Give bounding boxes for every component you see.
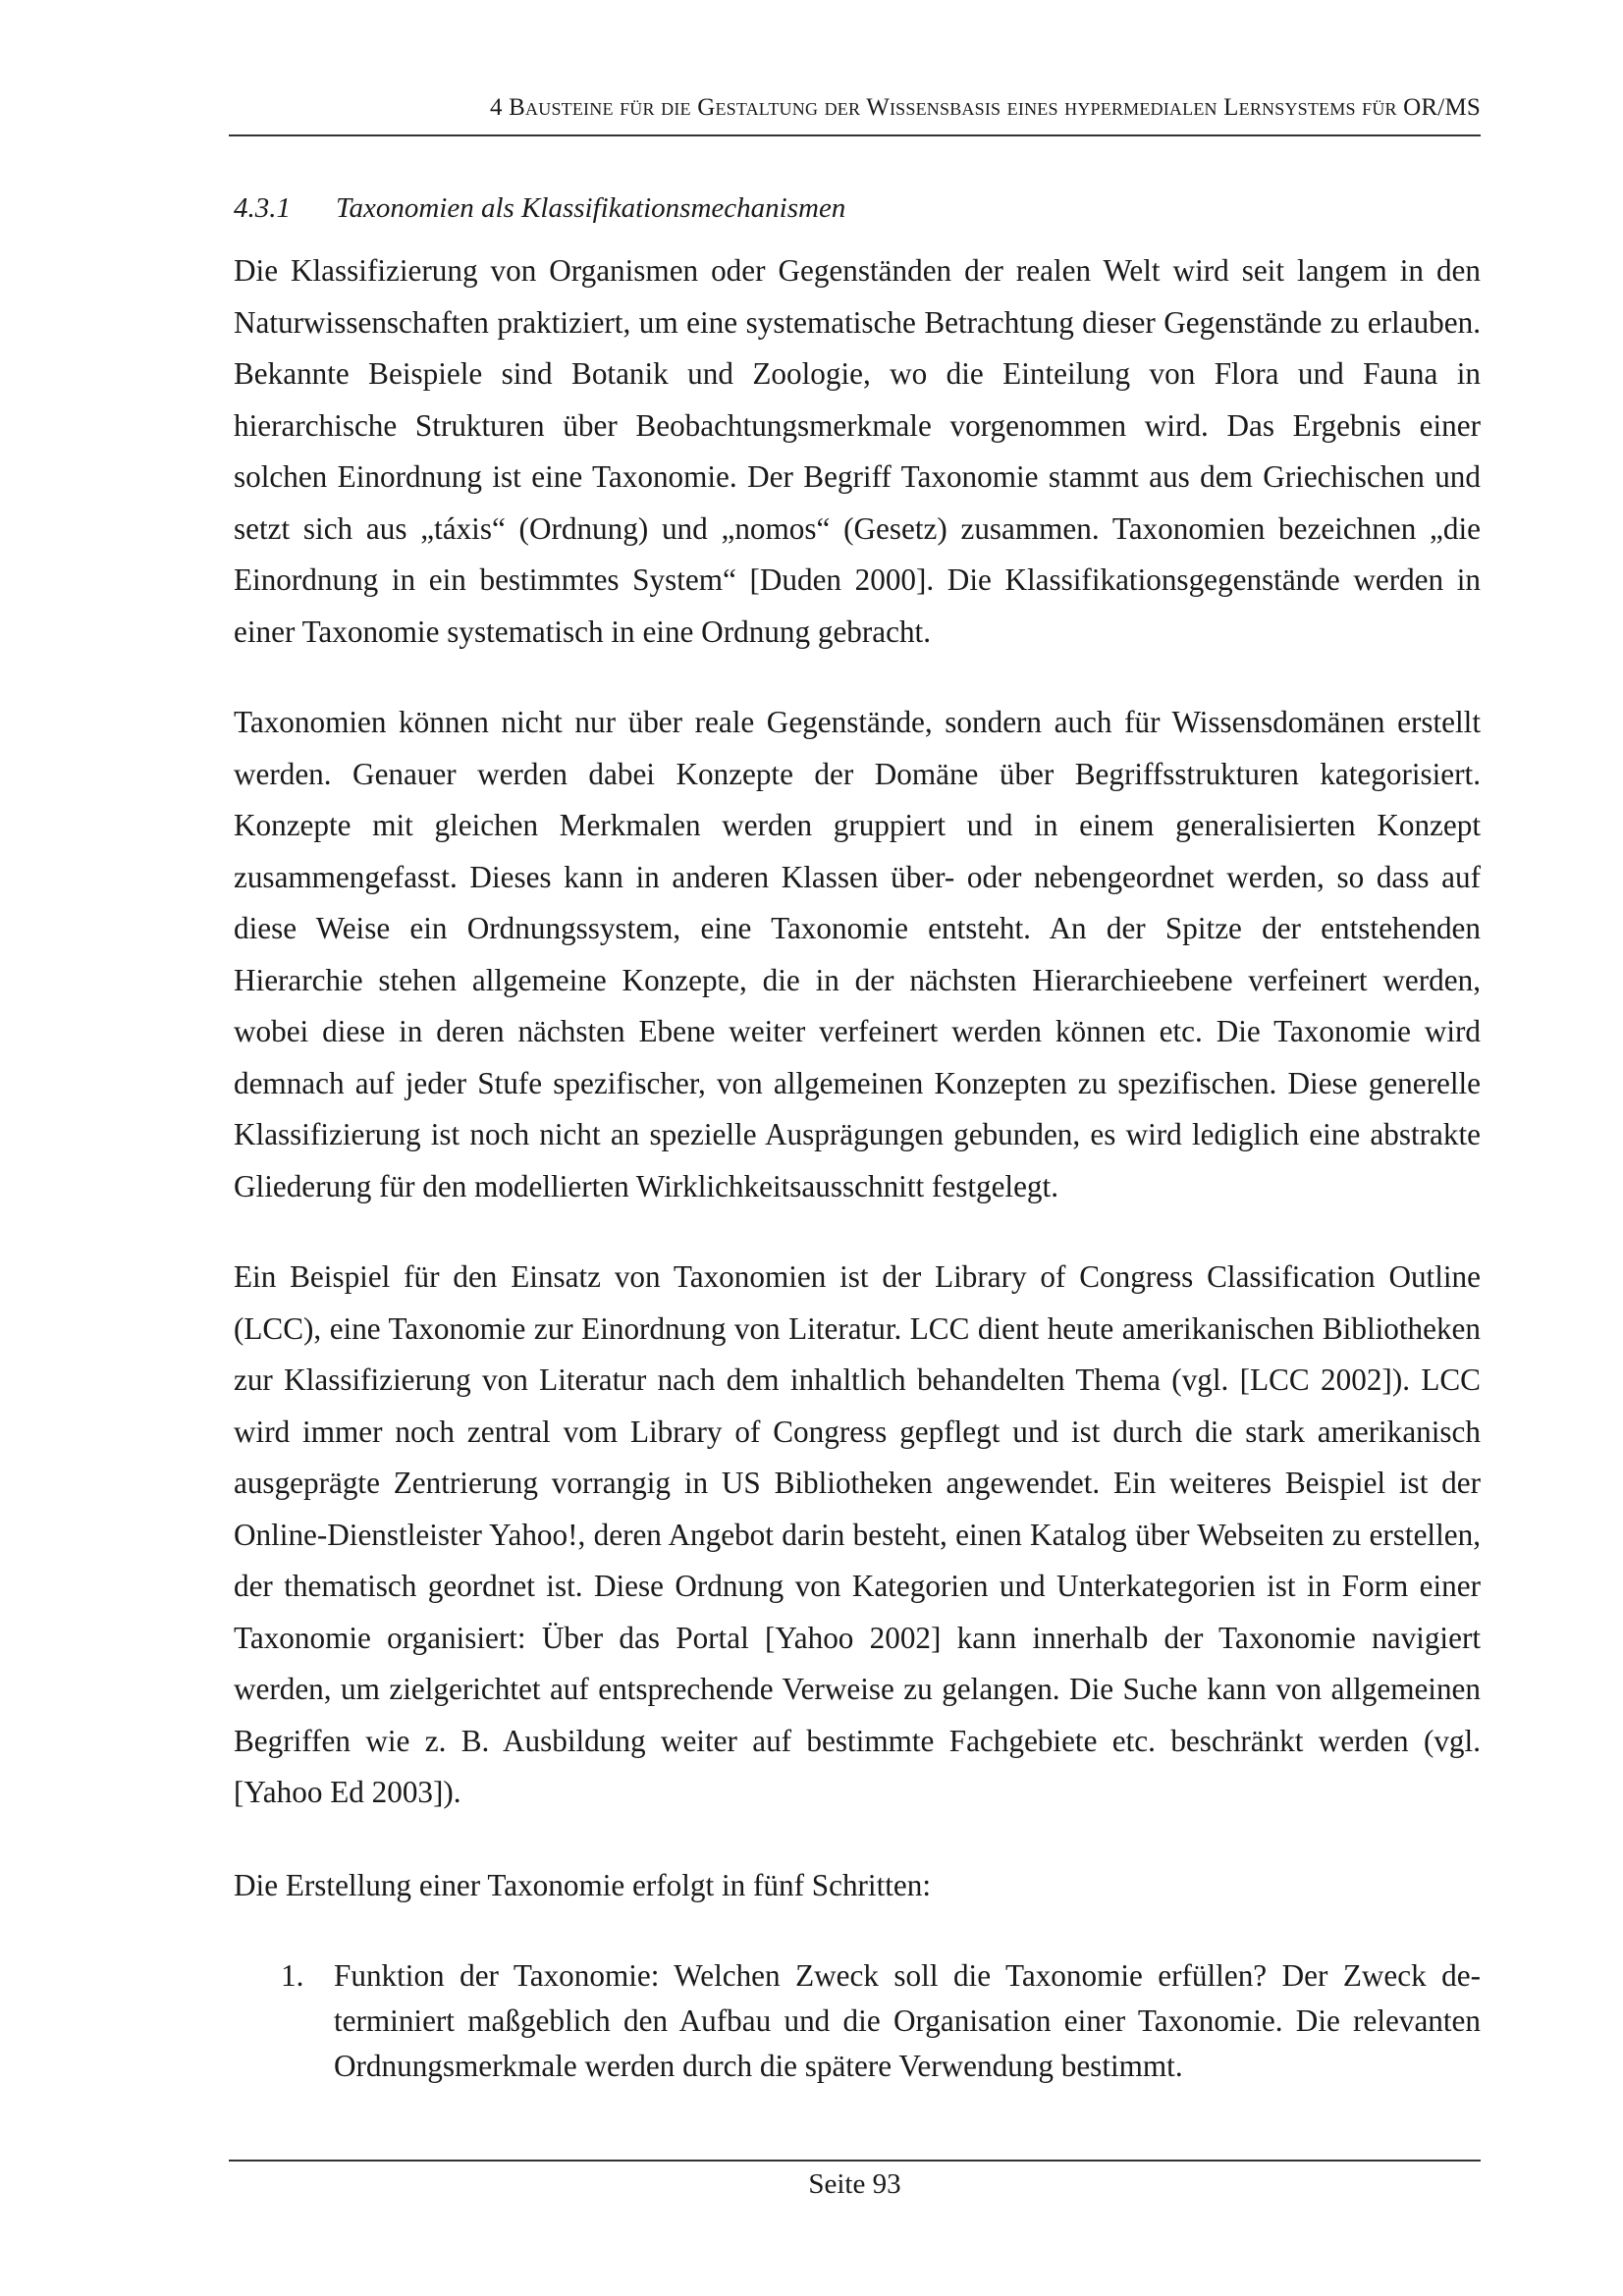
list-item-text: Funktion der Taxonomie: Welchen Zweck soll die Taxonomie erfüllen? Der Zweck determiniert maßgeblich den Aufbau und die Organisation einer Taxonomie. Die relevanten Ordnungsmerkmale werden durch die spätere Verwendung bestimmt. xyxy=(334,1958,1481,2083)
paragraph-knowledge-domains: Taxonomien können nicht nur über reale Gegenstände, sondern auch für Wissensdomänen erstellt werden. Genauer werden dabei Konzepte der Domäne über Begriffsstrukturen kategorisiert. Konzepte mit gleichen Merkmalen werden gruppiert und in einem generalisierten Konzept zusammengefasst. Dieses kann in anderen Klassen über- oder nebengeordnet werden, so dass auf diese Weise ein Ordnungssystem, eine Taxonomie entsteht. An der Spitze der entstehenden Hierarchie stehen allgemeine Konzepte, die in der nächsten Hierarchieebene verfeinert werden, wobei diese in deren nächsten Ebene weiter verfeinert werden können etc. Die Taxonomie wird demnach auf jeder Stufe spezifischer, von allgemeinen Konzepten zu spezifischen. Diese generelle Klassifizierung ist noch nicht an spezielle Ausprägungen gebunden, es wird lediglich eine abstrakte Gliederung für den modellierten Wirklichkeitsausschnitt festgelegt. xyxy=(234,705,1481,1203)
section-title: Taxonomien als Klassifikationsmechanismen xyxy=(336,192,846,224)
paragraph-classification-intro: Die Klassifizierung von Organismen oder Gegenständen der realen Welt wird seit langem in den Naturwissenschaften praktiziert, um eine systematische Betrachtung dieser Gegenstände zu erlauben. Bekannte Beispiele sind Botanik und Zoologie, wo die Einteilung von Flora und Fauna in hierarchische Strukturen über Beobachtungsmerkmale vorgenommen wird. Das Ergebnis einer solchen Einordnung ist eine Taxonomie. Der Begriff Taxonomie stammt aus dem Griechischen und setzt sich aus „táxis“ (Ordnung) und „nomos“ (Gesetz) zusammen. Taxonomien bezeichnen „die Einordnung in ein bestimmtes System“ [Duden 2000]. Die Klassifikationsgegenstände werden in einer Taxonomie systematisch in eine Ordnung gebracht. xyxy=(234,253,1481,649)
list-marker: 1. xyxy=(281,1958,304,1993)
section-heading xyxy=(234,192,845,225)
steps-list xyxy=(234,1953,1481,2089)
page-number: Seite 93 xyxy=(808,2168,901,2200)
running-header: 4 Bausteine für die Gestaltung der Wissensbasis eines hypermedialen Lernsystems für OR/MS xyxy=(490,94,1481,121)
section-number: 4.3.1 xyxy=(234,192,291,224)
paragraph-lcc-example: Ein Beispiel für den Einsatz von Taxonomien ist der Library of Congress Classification Outline (LCC), eine Taxonomie zur Einordnung von Literatur. LCC dient heute amerikanischen Bibliotheken zur Klassifizierung von Literatur nach dem inhaltlich behandelten Thema (vgl. [LCC 2002]). LCC wird immer noch zentral vom Library of Congress gepflegt und ist durch die stark amerikanisch ausgeprägte Zentrierung vorrangig in US Bibliotheken angewendet. Ein weiteres Beispiel ist der Online-Dienstleister Yahoo!, deren Angebot darin besteht, einen Katalog über Webseiten zu erstellen, der thematisch geordnet ist. Diese Ordnung von Kategorien und Unterkategorien ist in Form einer Taxonomie organisiert: Über das Portal [Yahoo 2002] kann innerhalb der Taxonomie navigiert werden, um zielgerichtet auf entsprechende Verweise zu gelangen. Die Suche kann von allgemeinen Begriffen wie z. B. Ausbildung weiter auf bestimmte Fachgebiete etc. beschränkt werden (vgl. [Yahoo Ed 2003]). xyxy=(234,1259,1481,1809)
footer-divider xyxy=(229,2160,1481,2162)
paragraph-steps-intro: Die Erstellung einer Taxonomie erfolgt in fünf Schritten: xyxy=(234,1868,932,1902)
header-divider xyxy=(229,134,1481,136)
list-item xyxy=(234,1953,1481,2089)
